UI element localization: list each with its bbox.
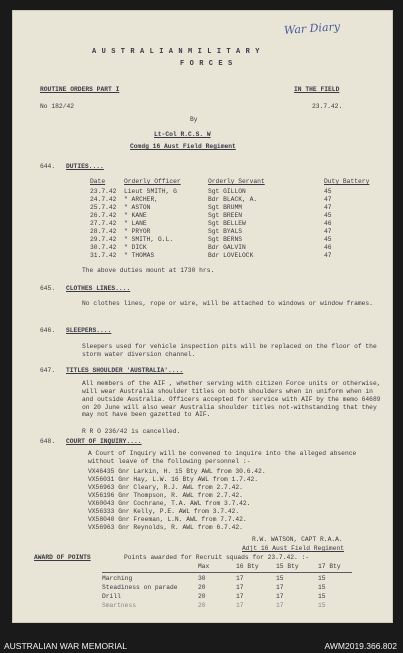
points-15: 17 — [276, 593, 284, 600]
duty-servant: Sgt BRUMM — [208, 204, 243, 211]
duties-col-battery: Duty Battery — [324, 178, 370, 185]
duty-battery: 47 — [324, 196, 332, 203]
sleepers-number: 646. — [40, 327, 56, 334]
titles-title: TITLES SHOULDER 'AUSTRALIA'.... — [66, 367, 184, 374]
duty-battery: 47 — [324, 252, 332, 259]
heading-line-1: A U S T R A L I A N M I L I T A R Y — [92, 48, 261, 56]
footer-institution: AUSTRALIAN WAR MEMORIAL — [4, 641, 127, 651]
signature-role: Adjt 16 Aust Field Regiment — [242, 545, 345, 552]
duty-date: 29.7.42 — [90, 236, 117, 243]
points-label: Steadiness on parade — [102, 584, 178, 591]
inquiry-person: VX58040 Gnr Freeman, L.N. AWL from 7.7.42. — [88, 516, 247, 523]
duty-date: 26.7.42 — [90, 212, 117, 219]
duty-date: 30.7.42 — [90, 244, 117, 251]
points-max: 20 — [198, 584, 206, 591]
inquiry-text: A Court of Inquiry will be convened to inquire into the alleged absence without leave of the following personnel :- — [88, 450, 357, 465]
duty-battery: 47 — [324, 228, 332, 235]
inquiry-number: 648. — [40, 438, 56, 445]
duty-battery: 45 — [324, 188, 332, 195]
points-max: 20 — [198, 602, 206, 609]
points-col-17: 17 Bty — [318, 563, 341, 570]
duty-servant: Bdr GALVIN — [208, 244, 246, 251]
inquiry-person: VX60043 Gnr Cochrane, T.A. AWL from 3.7.42. — [88, 500, 251, 507]
commander: Lt-Col R.C.S. W — [154, 131, 211, 138]
duties-note: The above duties mount at 1730 hrs. — [82, 267, 215, 274]
order-title: ROUTINE ORDERS PART I — [40, 86, 120, 93]
duty-date: 23.7.42 — [90, 188, 117, 195]
inquiry-person: VX46435 Gnr Larkin, H. 15 Bty AWL from 30.6.42. — [88, 468, 266, 475]
duty-servant: Sgt BYALS — [208, 228, 243, 235]
points-row — [102, 602, 382, 610]
signature-name: R.W. WATSON, CAPT R.A.A. — [252, 536, 343, 543]
duty-servant: Sgt BERNS — [208, 236, 243, 243]
duties-col-date: Date — [90, 178, 106, 185]
points-row — [102, 584, 382, 592]
document-page — [12, 10, 393, 623]
points-col-15: 15 Bty — [276, 563, 299, 570]
duty-battery: 45 — [324, 236, 332, 243]
points-16: 17 — [236, 593, 244, 600]
points-17: 15 — [318, 575, 326, 582]
handwritten-war-diary-note: War Diary — [283, 20, 341, 37]
duty-battery: 46 — [324, 220, 332, 227]
points-17: 15 — [318, 584, 326, 591]
duty-officer: " SMITH, G.L. — [124, 236, 174, 243]
points-label: Drill — [102, 593, 121, 600]
duties-row — [90, 212, 380, 220]
duty-officer: " THOMAS — [124, 252, 155, 259]
duty-date: 25.7.42 — [90, 204, 117, 211]
duties-row — [90, 196, 380, 204]
duties-row — [90, 244, 380, 252]
duty-officer: " ASTON — [124, 204, 151, 211]
points-rule — [102, 572, 352, 573]
duties-col-servant: Orderly Servant — [208, 178, 265, 185]
duty-servant: Bdr BLACK, A. — [208, 196, 258, 203]
duties-title: DUTIES.... — [66, 163, 104, 170]
points-15: 17 — [276, 602, 284, 609]
points-17: 15 — [318, 602, 326, 609]
order-date: 23.7.42. — [312, 103, 343, 110]
duties-row — [90, 188, 380, 196]
duties-col-officer: Orderly Officer — [124, 178, 181, 185]
points-16: 17 — [236, 602, 244, 609]
points-max: 20 — [198, 593, 206, 600]
duties-row — [90, 252, 380, 260]
duty-battery: 46 — [324, 244, 332, 251]
points-16: 17 — [236, 584, 244, 591]
duty-officer: Lieut SMITH, G — [124, 188, 177, 195]
points-row — [102, 593, 382, 601]
points-col-16: 16 Bty — [236, 563, 259, 570]
heading-line-2: F O R C E S — [180, 60, 233, 68]
unit-name: Comdg 16 Aust Field Regiment — [130, 143, 236, 150]
points-header — [102, 563, 382, 571]
points-max: 30 — [198, 575, 206, 582]
footer-accession-number: AWM2019.366.802 — [324, 641, 397, 651]
inquiry-person: VX56031 Gnr Hay, L.W. 16 Bty AWL from 1.7.42. — [88, 476, 259, 483]
duties-row — [90, 204, 380, 212]
sleepers-title: SLEEPERS.... — [66, 327, 112, 334]
duty-officer: " PRYOR — [124, 228, 151, 235]
points-16: 17 — [236, 575, 244, 582]
duty-officer: " LANE — [124, 220, 147, 227]
duty-servant: Sgt BREEN — [208, 212, 243, 219]
duty-servant: Sgt GILLON — [208, 188, 246, 195]
sleepers-text: Sleepers used for vehicle inspection pits will be replaced on the floor of the storm water diversion channel. — [82, 343, 377, 358]
duty-officer: " DICK — [124, 244, 147, 251]
duty-date: 27.7.42 — [90, 220, 117, 227]
by-label: By — [190, 116, 198, 123]
points-label: Marching — [102, 575, 133, 582]
duty-officer: " ARCHER, — [124, 196, 159, 203]
inquiry-person: VX56196 Gnr Thompson, R. AWL from 2.7.42. — [88, 492, 243, 499]
duties-row — [90, 236, 380, 244]
duty-date: 31.7.42 — [90, 252, 117, 259]
titles-number: 647. — [40, 367, 56, 374]
order-number: No 182/42 — [40, 103, 75, 110]
duties-row — [90, 220, 380, 228]
duties-number: 644. — [40, 163, 56, 170]
points-col-max: Max — [198, 563, 210, 570]
duty-servant: Sgt BELLEW — [208, 220, 246, 227]
points-15: 15 — [276, 575, 284, 582]
titles-cancel-note: R R O 236/42 is cancelled. — [82, 428, 181, 435]
clothes-text: No clothes lines, rope or wire, will be attached to windows or window frames. — [82, 300, 373, 307]
inquiry-person: VX56333 Gnr Kelly, P.E. AWL from 3.7.42. — [88, 508, 240, 515]
clothes-number: 645. — [40, 285, 56, 292]
duty-servant: Bdr LOVELOCK — [208, 252, 254, 259]
duty-officer: " KANE — [124, 212, 147, 219]
duty-battery: 47 — [324, 204, 332, 211]
inquiry-person: VX56963 Gnr Reynolds, R. AWL from 6.7.42. — [88, 524, 243, 531]
points-17: 15 — [318, 593, 326, 600]
footer-bar — [0, 637, 403, 653]
inquiry-title: COURT OF INQUIRY.... — [66, 438, 142, 445]
points-15: 17 — [276, 584, 284, 591]
titles-text: All members of the AIF , whether serving with citizen Force units or otherwise, will wear Australia shoulder titles on both shoulders when in uniform when in and outside Australia. Officers accepted for service with AIF by the memo 64689 on 20 June will also wear Australia shoulder titles not-withstanding that they may not have been gazetted to AIF. — [82, 380, 381, 419]
points-title: AWARD OF POINTS — [34, 554, 91, 561]
duty-date: 24.7.42 — [90, 196, 117, 203]
duty-battery: 45 — [324, 212, 332, 219]
inquiry-person: VX56963 Gnr Cleary, R.J. AWL from 2.7.42. — [88, 484, 243, 491]
order-location: IN THE FIELD — [294, 86, 340, 93]
points-label: Smartness — [102, 602, 137, 609]
clothes-title: CLOTHES LINES.... — [66, 285, 131, 292]
points-description: Points awarded for Recruit squads for 23.7.42. :- — [124, 554, 310, 561]
duty-date: 28.7.42 — [90, 228, 117, 235]
duties-row — [90, 228, 380, 236]
points-row — [102, 575, 382, 583]
duties-header — [90, 178, 380, 186]
